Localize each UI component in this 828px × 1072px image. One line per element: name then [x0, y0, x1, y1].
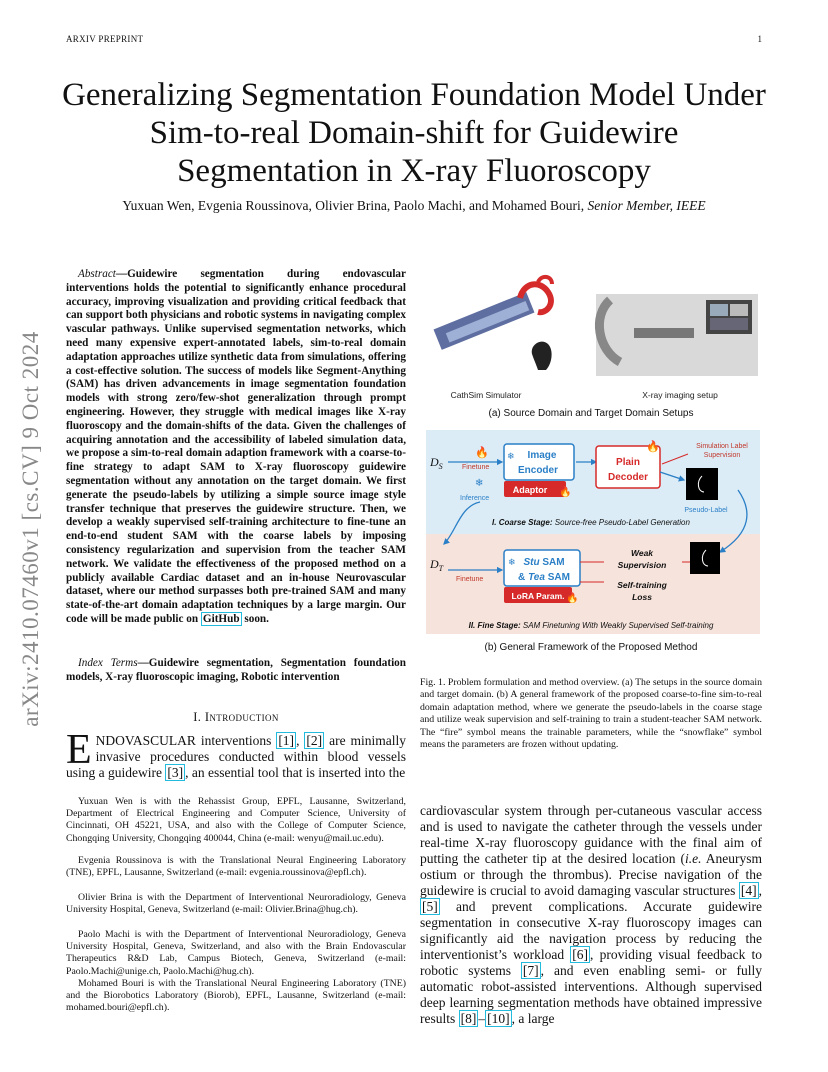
plain-decoder-label-2: Decoder	[607, 472, 649, 483]
lora-label: LoRA Param.	[511, 591, 565, 601]
citation-link[interactable]: [4]	[740, 883, 757, 898]
author-suffix: Senior Member, IEEE	[587, 198, 706, 213]
stage1-title: I. Coarse Stage: Source-free Pseudo-Label Generation	[492, 518, 690, 527]
drop-cap: E	[66, 727, 92, 773]
citation-link[interactable]: [7]	[522, 963, 539, 978]
figure-caption: Fig. 1. Problem formulation and method overview. (a) The setups in the source domain and target domain. (b) A general framework of the proposed coarse-to-fine sim-to-real domain adaptation method, where we generate the pseudo-labels in the coarse stage and utilize weak supervision and self-training to train a student-teacher SAM network. The “fire” symbol means the trainable parameters, while the “snowflake” symbol means the parameters are frozen without updating.	[420, 677, 762, 751]
label-cathsim: CathSim Simulator	[450, 390, 522, 400]
github-link[interactable]: GitHub	[202, 612, 240, 625]
running-header: ARXIV PREPRINT	[66, 34, 144, 44]
adaptor-label: Adaptor	[512, 485, 548, 495]
stage2-title: II. Fine Stage: SAM Finetuning With Weakly Supervised Self-training	[468, 621, 714, 630]
fire-icon: 🔥	[566, 593, 579, 604]
index-terms: Index Terms—Guidewire segmentation, Segmentation foundation models, X-ray fluoroscopic imaging, Robotic intervention	[66, 657, 406, 683]
sim-label-text-2: Supervision	[703, 452, 741, 459]
figure-1	[420, 270, 762, 660]
finetune-label-1: Finetune	[462, 464, 490, 471]
label-thumbnail	[690, 542, 720, 574]
caption-b: (b) General Framework of the Proposed Method	[484, 642, 698, 653]
inference-label: Inference	[460, 495, 490, 502]
footnote-bouri: Mohamed Bouri is with the Translational Neural Engineering Laboratory (TNE) and the Biorobotics Laboratory (Biorob), EPFL, Lausanne, Switzerland (e-mail: mohamed.bouri@epfl.ch).	[66, 978, 406, 1014]
footnote-wen: Yuxuan Wen is with the Rehassist Group, EPFL, Lausanne, Switzerland, Department of Electrical Engineering and Computer Science, University of Cincinnati, OH 45221, USA, and also with the College of Computer Science, Chongqing University, Chongqing 400044, China (e-mail: wenyu@mail.uc.edu).	[66, 796, 406, 844]
tea-sam-label: & Tea SAM	[518, 572, 570, 583]
fire-icon: 🔥	[646, 440, 660, 453]
self-training-label: Self-training	[617, 580, 667, 590]
snowflake-icon: ❄	[508, 558, 516, 568]
fire-icon: 🔥	[559, 487, 572, 498]
plain-decoder-label: Plain	[616, 457, 640, 468]
self-training-label-2: Loss	[632, 592, 652, 602]
xray-setup-photo	[596, 294, 758, 376]
weak-supervision-label: Weak	[630, 548, 654, 558]
image-encoder-label: Image	[527, 450, 557, 461]
footnote-roussinova: Evgenia Roussinova is with the Translational Neural Engineering Laboratory (TNE), EPFL, Lausanne, Switzerland (e-mail: evgenia.roussinova@epfl.ch).	[66, 855, 406, 879]
paper-title: Generalizing Segmentation Foundation Model Under Sim-to-real Domain-shift for Guidewire Segmentation in X-ray Fluoroscopy	[62, 77, 766, 189]
snowflake-icon: ❄	[475, 478, 484, 489]
author-list: Yuxuan Wen, Evgenia Roussinova, Olivier Brina, Paolo Machi, and Mohamed Bouri, Senior Member, IEEE	[122, 198, 706, 213]
footnote-brina: Olivier Brina is with the Department of Interventional Neuroradiology, Geneva University Hospital, Geneva, Switzerland (e-mail: Olivier.Brina@hug.ch).	[66, 892, 406, 916]
pseudo-label-text: Pseudo-Label	[684, 507, 728, 514]
citation-link[interactable]: [8]	[460, 1011, 477, 1026]
finetune-label-2: Finetune	[456, 576, 484, 583]
pseudo-label-thumbnail	[686, 468, 718, 500]
citation-link[interactable]: [10]	[487, 1011, 510, 1026]
source-domain-symbol: $D_S$	[430, 455, 443, 471]
arxiv-identifier: arXiv:2410.07460v1 [cs.CV] 9 Oct 2024	[18, 331, 43, 727]
citation-link[interactable]: [5]	[422, 899, 438, 914]
citation-link[interactable]: [2]	[306, 733, 323, 748]
cathsim-illustration	[434, 277, 552, 370]
page-number: 1	[757, 34, 762, 44]
label-xray: X-ray imaging setup	[642, 390, 718, 400]
introduction-paragraph: ENDOVASCULAR interventions [1] , [2] are minimally invasive procedures conducted within blood vessels using a guidewire [3] , an essential tool that is inserted into the	[66, 727, 407, 780]
introduction-continued: cardiovascular system through per-cutaneous vascular access and is used to navigate the catheter through the vessels under real-time X-ray fluoroscopy guidance with the final aim of putting the catheter tip at the desired location (i.e. Aneurysm ostium or through the thrombus). Precise navigation of the guidewire is crucial to avoid damaging vascular structures [4] , [5] and prevent complications. Accurate guidewire segmentation in consecutive X-ray fluoroscopy images can significantly aid the navigation process by reducing the interventionist’s workload [6] , providing visual feedback to robotic systems [7] , and even enabling semi- or fully automatic robot-assisted interventions. Although supervised deep learning segmentation methods have obtained impressive results [8] – [10] , a large	[420, 803, 762, 1026]
citation-link[interactable]: [3]	[167, 765, 184, 780]
caption-a: (a) Source Domain and Target Domain Setups	[488, 408, 694, 419]
sim-label-text: Simulation Label	[696, 443, 748, 450]
image-encoder-label-2: Encoder	[517, 465, 559, 476]
stu-sam-label: Stu SAM	[523, 557, 565, 568]
weak-supervision-label-2: Supervision	[617, 560, 667, 570]
snowflake-icon: ❄	[507, 452, 515, 462]
target-domain-symbol: $D_T$	[430, 557, 444, 573]
fire-icon: 🔥	[475, 446, 489, 459]
citation-link[interactable]: [1]	[278, 733, 295, 748]
footnote-machi: Paolo Machi is with the Department of Interventional Neuroradiology, Geneva University Hospital, Geneva, Switzerland, and also with the Brain Endovascular Therapeutics R&D Lab, Campus Biotech, Geneva, Switzerland (e-mail: Paolo.Machi@unige.ch, Paolo.Machi@hug.ch).	[66, 929, 406, 977]
citation-link[interactable]: [6]	[572, 947, 589, 962]
abstract: Abstract—Guidewire segmentation during endovascular interventions holds the potential to significantly enhance procedural accuracy, improving visualization and providing critical feedback that can support both physicians and robotic systems in navigating complex vascular pathways. Unlike supervised segmentation networks, which need many expensive expert-annotated labels, sim-to-real domain adaptation approaches utilize synthetic data from simulations, offering a cost-effective solution. The success of models like Segment-Anything (SAM) has driven advancements in image segmentation foundation models with strong zero/few-shot generalization through prompt engineering. However, they struggle with medical images like X-ray fluoroscopy and the domain-shifts of the data. Given the challenges of acquiring annotation and the accessibility of labeled simulation data, we propose a sim-to-real domain adaption framework with a coarse-to-fine strategy to adapt SAM to X-ray fluoroscopy guidewire segmentation without any annotation on the target domain. We first generate the pseudo-labels by utilizing a simple source image style transfer technique that preserves the guidewire structure. Then, we develop a weakly supervised self-training architecture to fine-tune an end-to-end student SAM with the coarse labels by imposing consistency regularization and supervision from the teacher SAM network. We validate the effectiveness of the proposed method on a publicly available Cardiac dataset and an in-house Neurovascular dataset, where our method surpasses both pre-trained SAM and many state-of-the-art domain adaptation techniques by a large margin. Our code will be made public on GitHub soon.	[66, 268, 406, 625]
section-heading: I. Introduction	[193, 710, 279, 724]
